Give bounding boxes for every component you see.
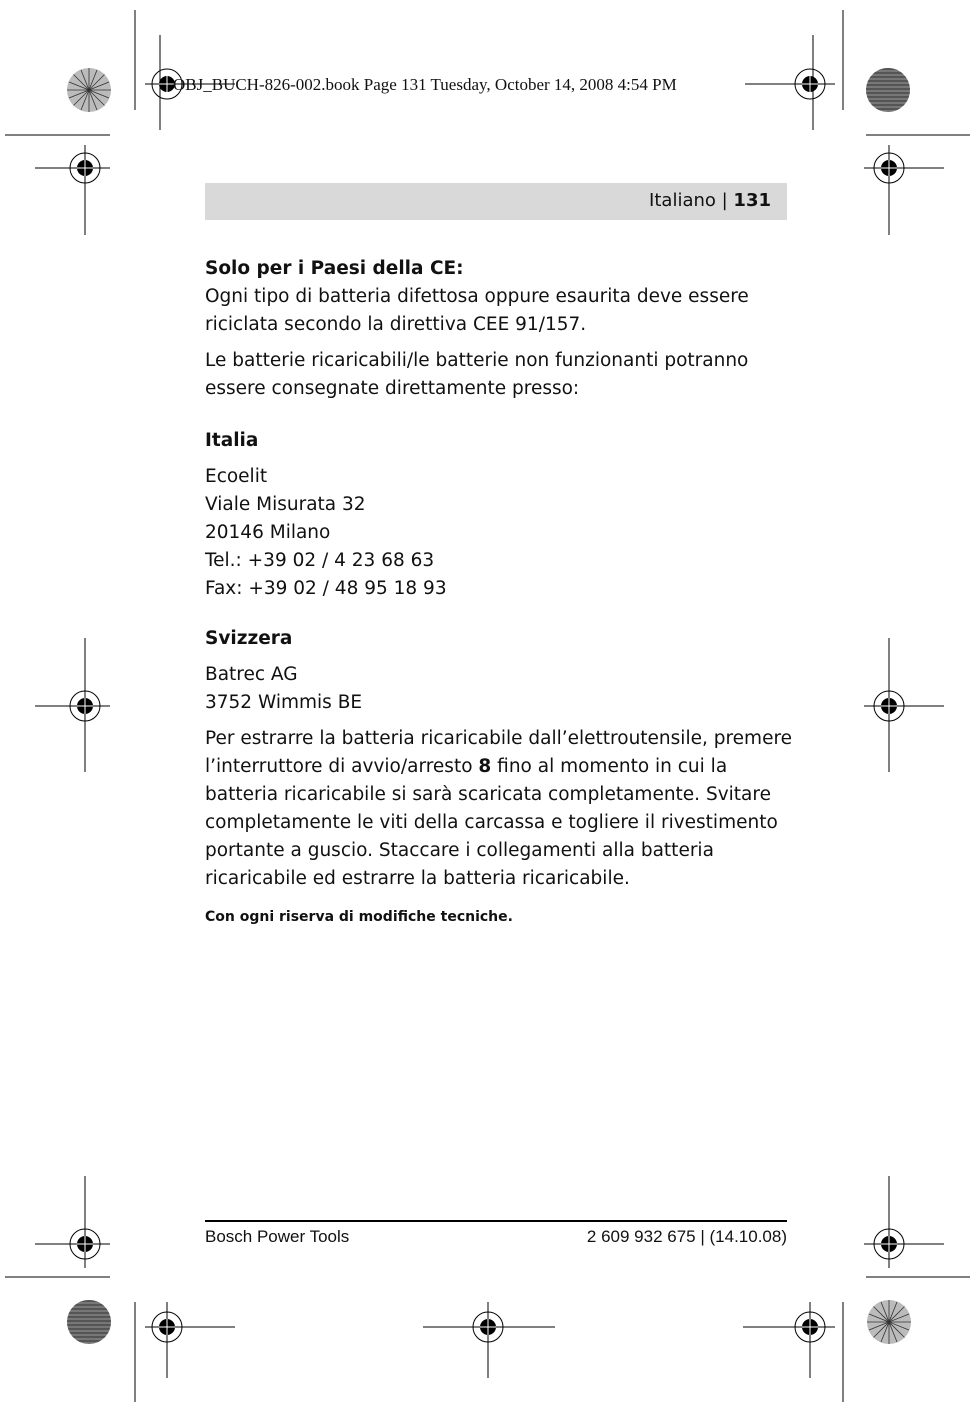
eu-para-2: Le batterie ricaricabili/le batterie non funzionanti potranno essere consegnate direttamente presso: <box>205 350 749 399</box>
removal-text-1: Per estrarre la batteria ricaricabile dall’elettroutensile, premere l’interruttore di avvio/arresto <box>205 728 793 777</box>
address-line: 20146 Milano <box>205 522 331 543</box>
footer-rule <box>205 1220 787 1222</box>
removal-text-2: fino al momento in cui la batteria ricaricabile si sarà scaricata completamente. Svitare completamente le viti della carcassa e togliere il rivestimento portante a guscio. Staccare i collegamenti alla batteria ricaricabile ed estrarre la batteria ricaricabile. <box>205 756 778 889</box>
eu-para-1: Ogni tipo di batteria difettosa oppure esaurita deve essere riciclata secondo la direttiva CEE 91/157. <box>205 286 749 335</box>
italia-address <box>205 463 795 603</box>
page-number: 131 <box>733 190 771 211</box>
header-language: Italiano <box>649 190 716 211</box>
eu-heading: Solo per i Paesi della CE: <box>205 258 464 279</box>
address-line: Batrec AG <box>205 664 298 685</box>
svizzera-heading: Svizzera <box>205 628 293 649</box>
fax-line: Fax: +39 02 / 48 95 18 93 <box>205 578 447 599</box>
crop-header-info: OBJ_BUCH-826-002.book Page 131 Tuesday, October 14, 2008 4:54 PM <box>173 75 677 94</box>
footer-brand: Bosch Power Tools <box>205 1227 350 1246</box>
address-line: Ecoelit <box>205 466 268 487</box>
page-content <box>205 255 795 931</box>
header-language-page <box>649 190 771 211</box>
switch-reference: 8 <box>478 756 492 777</box>
header-separator: | <box>715 190 734 211</box>
phone-line: Tel.: +39 02 / 4 23 68 63 <box>205 550 435 571</box>
footer-doc-number: 2 609 932 675 | (14.10.08) <box>586 1227 787 1246</box>
disclaimer: Con ogni riserva di modifiche tecniche. <box>205 909 513 925</box>
svizzera-address <box>205 661 795 717</box>
address-line: 3752 Wimmis BE <box>205 692 363 713</box>
removal-instructions <box>205 725 795 893</box>
italia-heading: Italia <box>205 430 259 451</box>
running-header <box>205 183 787 220</box>
address-line: Viale Misurata 32 <box>205 494 366 515</box>
